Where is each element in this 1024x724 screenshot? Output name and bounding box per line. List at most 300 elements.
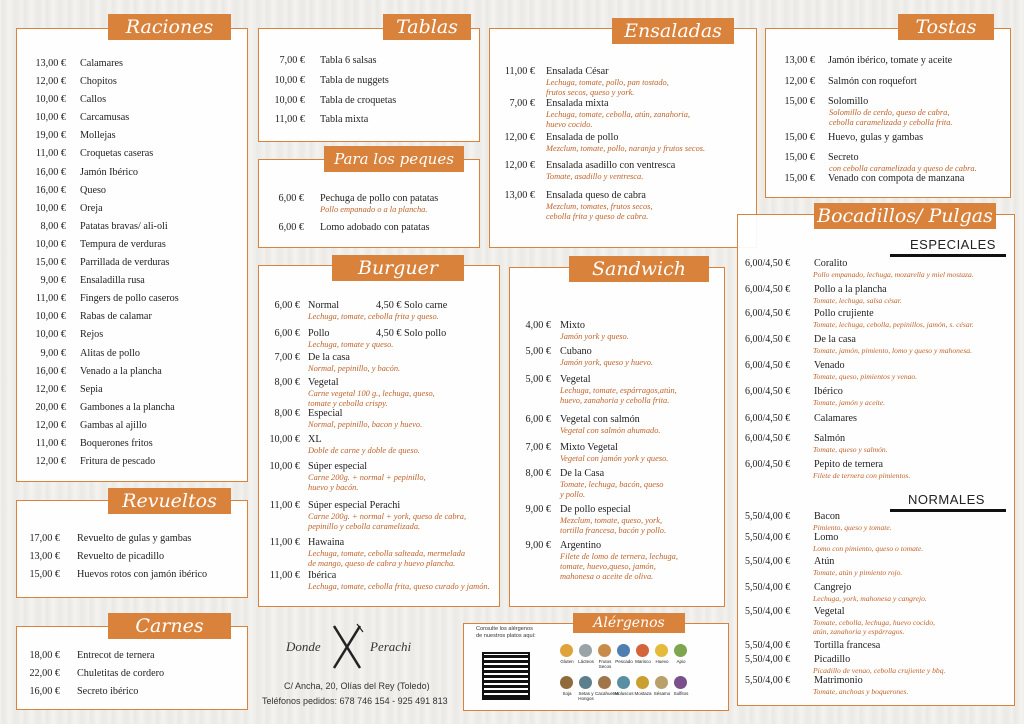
menu-item [14, 55, 244, 73]
tostas-title: Tostas [898, 14, 994, 40]
item-price: 12,00 € [35, 383, 66, 395]
item-price: 6,00 € [274, 300, 300, 311]
item-name: Mixto Vegetal [560, 442, 618, 453]
item-name: Revuelto de picadillo [77, 551, 165, 562]
item-name: Pepito de ternera [814, 459, 884, 470]
cacahuetes-icon [598, 676, 611, 689]
item-name: Huevo, gulas y gambas [828, 132, 924, 143]
item-description: Tomate, cebolla, lechuga, huevo cocido, [813, 618, 936, 627]
allergen-label: Gluten [560, 659, 574, 664]
item-description: con cebolla caramelizada y queso de cabra. [829, 164, 977, 173]
item-price: 10,00 € [269, 434, 300, 445]
item-name: Oreja [80, 202, 103, 214]
menu-item [14, 399, 244, 417]
item-description: Doble de carne y doble de queso. [308, 446, 420, 455]
item-price: 12,00 € [35, 419, 66, 431]
item-description: Lechuga, york, mahonesa y cangrejo. [813, 594, 927, 603]
item-price: 12,00 € [504, 132, 535, 143]
tablas-list [255, 51, 475, 130]
item-price: 11,00 € [35, 148, 66, 160]
item-price: 10,00 € [274, 74, 305, 86]
item-price: 10,00 € [35, 311, 66, 323]
item-description: Lechuga, tomate y queso. [308, 340, 394, 349]
item-price: 22,00 € [29, 668, 60, 679]
item-price: 7,00 € [525, 442, 551, 453]
item-name: Hawaina [308, 537, 345, 548]
item-name: Ensalada asadillo con ventresca [546, 160, 676, 171]
item-price: 6,00 € [274, 328, 300, 339]
item-description: de mango, queso de cabra y huevo plancha. [308, 559, 456, 568]
sandwich-title: Sandwich [569, 256, 709, 282]
carnes-title: Carnes [108, 613, 231, 639]
item-name: De pollo especial [560, 504, 631, 515]
item-price: 9,00 € [40, 275, 66, 287]
item-name: Chopitos [80, 76, 117, 88]
item-name: Fritura de pescado [80, 456, 156, 468]
item-description: Pollo empanado o a la plancha. [320, 205, 428, 214]
item-price: 5,50/4,00 € [745, 675, 791, 686]
item-extra: 4,50 € Solo pollo [376, 328, 447, 339]
item-price: 12,00 € [35, 76, 66, 88]
item-name: Tabla mixta [320, 114, 369, 126]
item-description: pepinillo y cebolla caramelizada. [308, 522, 421, 531]
item-name: Venado [814, 360, 845, 371]
phone-numbers: Teléfonos pedidos: 678 746 154 - 925 491 813 [262, 696, 448, 706]
soja-icon [560, 676, 573, 689]
item-name: Tabla de croquetas [320, 94, 397, 106]
menu-item [14, 164, 244, 182]
item-name: Venado a la plancha [80, 365, 162, 377]
menu-item [14, 308, 244, 326]
item-price: 16,00 € [35, 184, 66, 196]
item-name: De la casa [308, 352, 350, 363]
menu-item [14, 218, 244, 236]
raciones-list [14, 55, 244, 471]
item-name: Picadillo [814, 654, 851, 665]
item-description: Lechuga, tomate, cebolla salteada, mermelada [308, 549, 466, 558]
item-price: 5,50/4,00 € [745, 640, 791, 651]
item-price: 11,00 € [269, 570, 300, 581]
item-name: Salmón [814, 433, 846, 444]
item-description: Lechuga, tomate, cebolla frita, queso curado y jamón. [308, 582, 490, 591]
item-extra: 4,50 € Solo carne [376, 300, 448, 311]
menu-item [14, 381, 244, 399]
item-price: 6,00/4,50 € [745, 258, 791, 269]
menu-item [10, 665, 240, 683]
lácteos-icon [579, 644, 592, 657]
qr-code[interactable] [482, 652, 530, 700]
item-price: 5,00 € [525, 346, 551, 357]
item-name: Chuletitas de cordero [77, 668, 165, 679]
item-price: 5,50/4,00 € [745, 582, 791, 593]
logo-text-right: Perachi [370, 639, 412, 654]
item-price: 6,00 € [278, 222, 304, 233]
menu-item [14, 435, 244, 453]
item-description: huevo, zanahoria y cebolla frita. [560, 396, 670, 405]
item-price: 15,00 € [29, 569, 60, 580]
item-price: 9,00 € [525, 540, 551, 551]
item-description: Tomate, lechuga, cebolla, pepinillos, jamón, s. césar. [813, 320, 974, 329]
item-price: 4,00 € [525, 320, 551, 331]
apio-icon [674, 644, 687, 657]
item-name: Pollo [308, 328, 330, 339]
allergen-label: Lácteos [578, 659, 594, 664]
item-price: 10,00 € [35, 112, 66, 124]
item-name: Vegetal [814, 606, 845, 617]
item-description: Tomate, atún y pimiento rojo. [813, 568, 903, 577]
item-description: Lechuga, tomate, pollo, pan tostado, [546, 78, 669, 87]
allergen-label: Frutos Secos [598, 659, 612, 669]
item-price: 7,00 € [279, 55, 305, 66]
alergenos-title: Alérgenos [573, 613, 685, 633]
fork-knife-icon [330, 622, 364, 672]
gluten-icon [560, 644, 573, 657]
item-description: mahonesa o aceite de oliva. [560, 572, 654, 581]
item-name: Especial [308, 408, 343, 419]
especiales-heading: ESPECIALES [910, 237, 996, 252]
menu-item [14, 272, 244, 290]
item-price: 13,00 € [35, 58, 66, 69]
item-description: Carne vegetal 100 g., lechuga, queso, [308, 389, 435, 398]
menu-item [14, 326, 244, 344]
item-description: Tomate, lechuga, bacón, queso [560, 480, 664, 489]
item-name: Mollejas [80, 130, 116, 142]
item-price: 5,50/4,00 € [745, 511, 791, 522]
item-name: Queso [80, 184, 107, 196]
item-description: huevo y bacón. [308, 483, 359, 492]
allergen-label: Huevo [655, 659, 669, 664]
item-price: 11,00 € [504, 66, 535, 77]
frutos-secos-icon [598, 644, 611, 657]
allergen-label: Soja [562, 691, 572, 696]
item-price: 7,00 € [274, 352, 300, 363]
item-description: Filete de lomo de ternera, lechuga, [560, 552, 678, 561]
item-description: Tomate, jamón y aceite. [813, 398, 886, 407]
item-price: 16,00 € [29, 686, 60, 697]
menu-item [10, 647, 240, 665]
item-price: 8,00 € [525, 468, 551, 479]
item-price: 20,00 € [35, 401, 66, 413]
item-name: Ensalada César [546, 66, 609, 77]
item-price: 17,00 € [29, 533, 60, 544]
revueltos-title: Revueltos [108, 488, 231, 514]
item-description: Mezclum, tomates, frutos secos, [546, 202, 653, 211]
item-name: Súper especial [308, 461, 368, 472]
item-name: Vegetal con salmón [560, 414, 640, 425]
item-name: Vegetal [560, 374, 591, 385]
item-price: 5,50/4,00 € [745, 532, 791, 543]
item-price: 13,00 € [784, 55, 815, 66]
item-name: Ensalada queso de cabra [546, 190, 646, 201]
item-description: Tomate, anchoas y boquerones. [813, 687, 909, 696]
item-description: tomate y cebolla crispy. [308, 399, 388, 408]
item-price: 6,00/4,50 € [745, 334, 791, 345]
item-name: Rejos [80, 329, 104, 341]
item-price: 13,00 € [29, 551, 60, 562]
menu-item [14, 127, 244, 145]
item-name: Argentino [560, 540, 602, 551]
menu-item [255, 91, 475, 111]
item-name: Cubano [560, 346, 592, 357]
item-name: Lomo [814, 532, 839, 543]
item-price: 10,00 € [35, 94, 66, 106]
item-name: Pollo crujiente [814, 308, 874, 319]
sésamo-icon [655, 676, 668, 689]
item-price: 12,00 € [784, 76, 815, 87]
item-description: Carne 200g. + normal + pepinillo, [308, 473, 426, 482]
menu-item [10, 548, 240, 566]
item-name: Ibérico [814, 386, 843, 397]
menu-item [14, 145, 244, 163]
item-name: Coralito [814, 258, 848, 269]
item-description: Tomate, queso y salmón. [813, 445, 888, 454]
item-name: Pollo a la plancha [814, 284, 887, 295]
item-description: Picadillo de venao, cebolla crujiente y bbq. [813, 666, 946, 675]
allergen-label: Setas y Hongos [578, 691, 594, 701]
item-name: Matrimonio [814, 675, 863, 686]
item-price: 6,00 € [278, 193, 304, 204]
item-price: 5,50/4,00 € [745, 556, 791, 567]
allergen-label: Moluscos [614, 691, 634, 696]
item-name: Súper especial Perachi [308, 500, 401, 511]
item-name: Jamón Ibérico [80, 166, 138, 178]
item-description: Normal, pepinillo, bacon y huevo. [308, 420, 423, 429]
item-name: Ensalada mixta [546, 98, 609, 109]
menu-item [14, 91, 244, 109]
item-description: Jamón york y queso. [560, 332, 629, 341]
item-price: 15,00 € [784, 173, 815, 184]
address: C/ Ancha, 20, Olías del Rey (Toledo) [284, 681, 430, 691]
item-price: 11,00 € [35, 437, 66, 449]
item-name: Carcamusas [80, 112, 130, 124]
menu-item [14, 345, 244, 363]
item-name: Bacon [814, 511, 841, 522]
item-price: 7,00 € [509, 98, 535, 109]
item-description: Mezclum, tomate, pollo, naranja y frutos secos. [546, 144, 706, 153]
item-name: Patatas bravas/ ali-oli [80, 220, 168, 232]
item-name: Ensalada de pollo [546, 132, 619, 143]
item-description: Vegetal con jamón york y queso. [560, 454, 669, 463]
item-price: 10,00 € [35, 238, 66, 250]
item-price: 11,00 € [269, 500, 300, 511]
item-price: 9,00 € [525, 504, 551, 515]
normales-heading: NORMALES [908, 492, 985, 507]
item-description: Tomate, jamón, pimiento, lomo y queso y mahonesa. [813, 346, 972, 355]
item-description: Normal, pepinillo, y bacón. [308, 364, 401, 373]
menu-item [14, 417, 244, 435]
item-description: tortilla francesa, bacón y pollo. [560, 526, 667, 535]
carnes-list [10, 647, 240, 701]
item-name: Sepia [80, 383, 103, 395]
item-price: 6,00/4,50 € [745, 308, 791, 319]
item-name: Fingers de pollo caseros [80, 293, 179, 305]
menu-item [14, 254, 244, 272]
item-name: De la casa [814, 334, 856, 345]
item-price: 13,00 € [504, 190, 535, 201]
menu-item [14, 73, 244, 91]
item-price: 16,00 € [35, 365, 66, 377]
item-name: Ensaladilla rusa [80, 275, 145, 287]
burguer-title: Burguer [332, 255, 464, 281]
item-price: 12,00 € [504, 160, 535, 171]
item-price: 18,00 € [29, 650, 60, 661]
item-name: Cangrejo [814, 582, 852, 593]
item-description: y pollo. [560, 490, 586, 499]
marisco-icon [636, 644, 649, 657]
item-price: 8,00 € [40, 220, 66, 232]
menu-item [14, 200, 244, 218]
item-price: 11,00 € [274, 114, 305, 126]
menu-item [10, 566, 240, 584]
item-name: Tabla 6 salsas [320, 55, 377, 66]
item-description: Tomate, asadillo y ventresca. [546, 172, 644, 181]
item-price: 19,00 € [35, 130, 66, 142]
item-name: Atún [814, 556, 835, 567]
ensaladas-title: Ensaladas [612, 18, 734, 44]
item-price: 9,00 € [40, 347, 66, 359]
item-name: Lomo adobado con patatas [320, 222, 430, 233]
item-price: 15,00 € [784, 96, 815, 107]
item-name: Vegetal [308, 377, 339, 388]
item-description: Vegetal con salmón ahumado. [560, 426, 661, 435]
allergen-label: Mostaza [634, 691, 652, 696]
menu-item [10, 530, 240, 548]
item-price: 6,00/4,50 € [745, 459, 791, 470]
item-price: 10,00 € [35, 329, 66, 341]
item-description: Tomate, lechuga, salsa césar. [813, 296, 902, 305]
normales-underline [890, 509, 1006, 512]
item-price: 15,00 € [784, 132, 815, 143]
item-name: Mixto [560, 320, 585, 331]
item-price: 6,00/4,50 € [745, 433, 791, 444]
item-price: 11,00 € [269, 537, 300, 548]
item-price: 10,00 € [269, 461, 300, 472]
item-description: cebolla frita y queso de cabra. [546, 212, 649, 221]
item-name: Pechuga de pollo con patatas [320, 193, 439, 204]
menu-item [14, 236, 244, 254]
item-name: Callos [80, 94, 107, 106]
tablas-title: Tablas [383, 14, 471, 40]
item-name: Normal [308, 300, 340, 311]
item-name: Boquerones fritos [80, 437, 153, 449]
allergen-label: Marisco [635, 659, 651, 664]
item-description: frutos secos, queso y york. [546, 88, 635, 97]
item-description: Filete de ternera con pimientos. [813, 471, 911, 480]
item-description: Solomillo de cerdo, queso de cabra, [829, 108, 950, 117]
item-price: 11,00 € [35, 293, 66, 305]
item-name: Revuelto de gulas y gambas [77, 533, 192, 544]
item-description: Lechuga, tomate, cebolla, atún, zanahoria, [546, 110, 690, 119]
menu-item [10, 683, 240, 701]
item-name: Jamón ibérico, tomate y aceite [828, 55, 953, 66]
menu-item [14, 453, 244, 471]
item-name: Secreto [828, 152, 859, 163]
item-name: Calamares [80, 58, 123, 69]
item-description: Lomo con pimiento, queso o tomate. [813, 544, 924, 553]
item-price: 5,00 € [525, 374, 551, 385]
item-name: Rabas de calamar [80, 311, 152, 323]
item-name: Gambas al ajillo [80, 419, 147, 431]
raciones-title: Raciones [108, 14, 231, 40]
alergenos-consult: Consulte los alérgenos [476, 626, 533, 632]
item-price: 6,00/4,50 € [745, 360, 791, 371]
item-name: Salmón con roquefort [828, 76, 917, 87]
logo-text-left: Donde [286, 639, 321, 654]
mostaza-icon [636, 676, 649, 689]
item-description: Tomate, queso, pimientos y venao. [813, 372, 918, 381]
menu-item [14, 363, 244, 381]
item-description: huevo cocido. [546, 120, 593, 129]
item-name: Gambones a la plancha [80, 401, 175, 413]
item-name: Tempura de verduras [80, 238, 166, 250]
bocadillos-title: Bocadillos/ Pulgas [814, 203, 996, 229]
item-price: 15,00 € [35, 257, 66, 269]
item-price: 6,00/4,50 € [745, 284, 791, 295]
menu-item [14, 290, 244, 308]
item-name: Solomillo [828, 96, 869, 107]
moluscos-icon [617, 676, 630, 689]
item-price: 5,50/4,00 € [745, 654, 791, 665]
item-description: Mezclum, tomate, queso, york, [560, 516, 663, 525]
item-name: Huevos rotos con jamón ibérico [77, 569, 208, 580]
item-price: 15,00 € [784, 152, 815, 163]
item-price: 6,00/4,50 € [745, 386, 791, 397]
item-name: XL [308, 434, 322, 445]
menu-item [255, 110, 475, 130]
menu-item [255, 51, 475, 71]
allergen-label: Apio [676, 659, 686, 664]
item-price: 10,00 € [35, 202, 66, 214]
item-name: Secreto ibérico [77, 686, 139, 697]
revueltos-list [10, 530, 240, 584]
item-name: Venado con compota de manzana [828, 173, 965, 184]
item-description: cebolla caramelizada y cebolla frita. [829, 118, 953, 127]
item-price: 12,00 € [35, 456, 66, 468]
item-name: De la Casa [560, 468, 605, 479]
item-description: Jamón york, queso y huevo. [560, 358, 654, 367]
setas-y-hongos-icon [579, 676, 592, 689]
item-description: Carne 200g. + normal + york, queso de cabra, [308, 512, 467, 521]
item-description: Pollo empanado, lechuga, mozarella y miel mostaza. [813, 270, 974, 279]
huevo-icon [655, 644, 668, 657]
pescado-icon [617, 644, 630, 657]
item-price: 6,00 € [525, 414, 551, 425]
item-name: Tabla de nuggets [320, 74, 389, 86]
allergen-label: Sulfitos [673, 691, 689, 696]
allergen-label: Pescado [615, 659, 633, 664]
peques-title: Para los peques [324, 146, 464, 172]
item-price: 16,00 € [35, 166, 66, 178]
sulfitos-icon [674, 676, 687, 689]
item-price: 8,00 € [274, 408, 300, 419]
alergenos-consult-2: de nuestros platos aquí: [476, 633, 536, 639]
allergen-label: Sésamo [653, 691, 671, 696]
item-name: Entrecot de ternera [77, 650, 155, 661]
item-description: tomate, huevo,queso, jamón, [560, 562, 656, 571]
item-name: Tortilla francesa [814, 640, 881, 651]
item-description: Lechuga, tomate, cebolla frita y queso. [308, 312, 439, 321]
item-price: 5,50/4,00 € [745, 606, 791, 617]
item-name: Ibérica [308, 570, 337, 581]
item-price: 8,00 € [274, 377, 300, 388]
menu-item [14, 109, 244, 127]
item-description: Pimiento, queso y tomate. [813, 523, 892, 532]
item-name: Croquetas caseras [80, 148, 154, 160]
allergen-label: Cacahuetes [595, 691, 620, 696]
item-description: atún, zanahoria y espárragos. [813, 627, 905, 636]
especiales-underline [890, 254, 1006, 257]
menu-item [14, 182, 244, 200]
